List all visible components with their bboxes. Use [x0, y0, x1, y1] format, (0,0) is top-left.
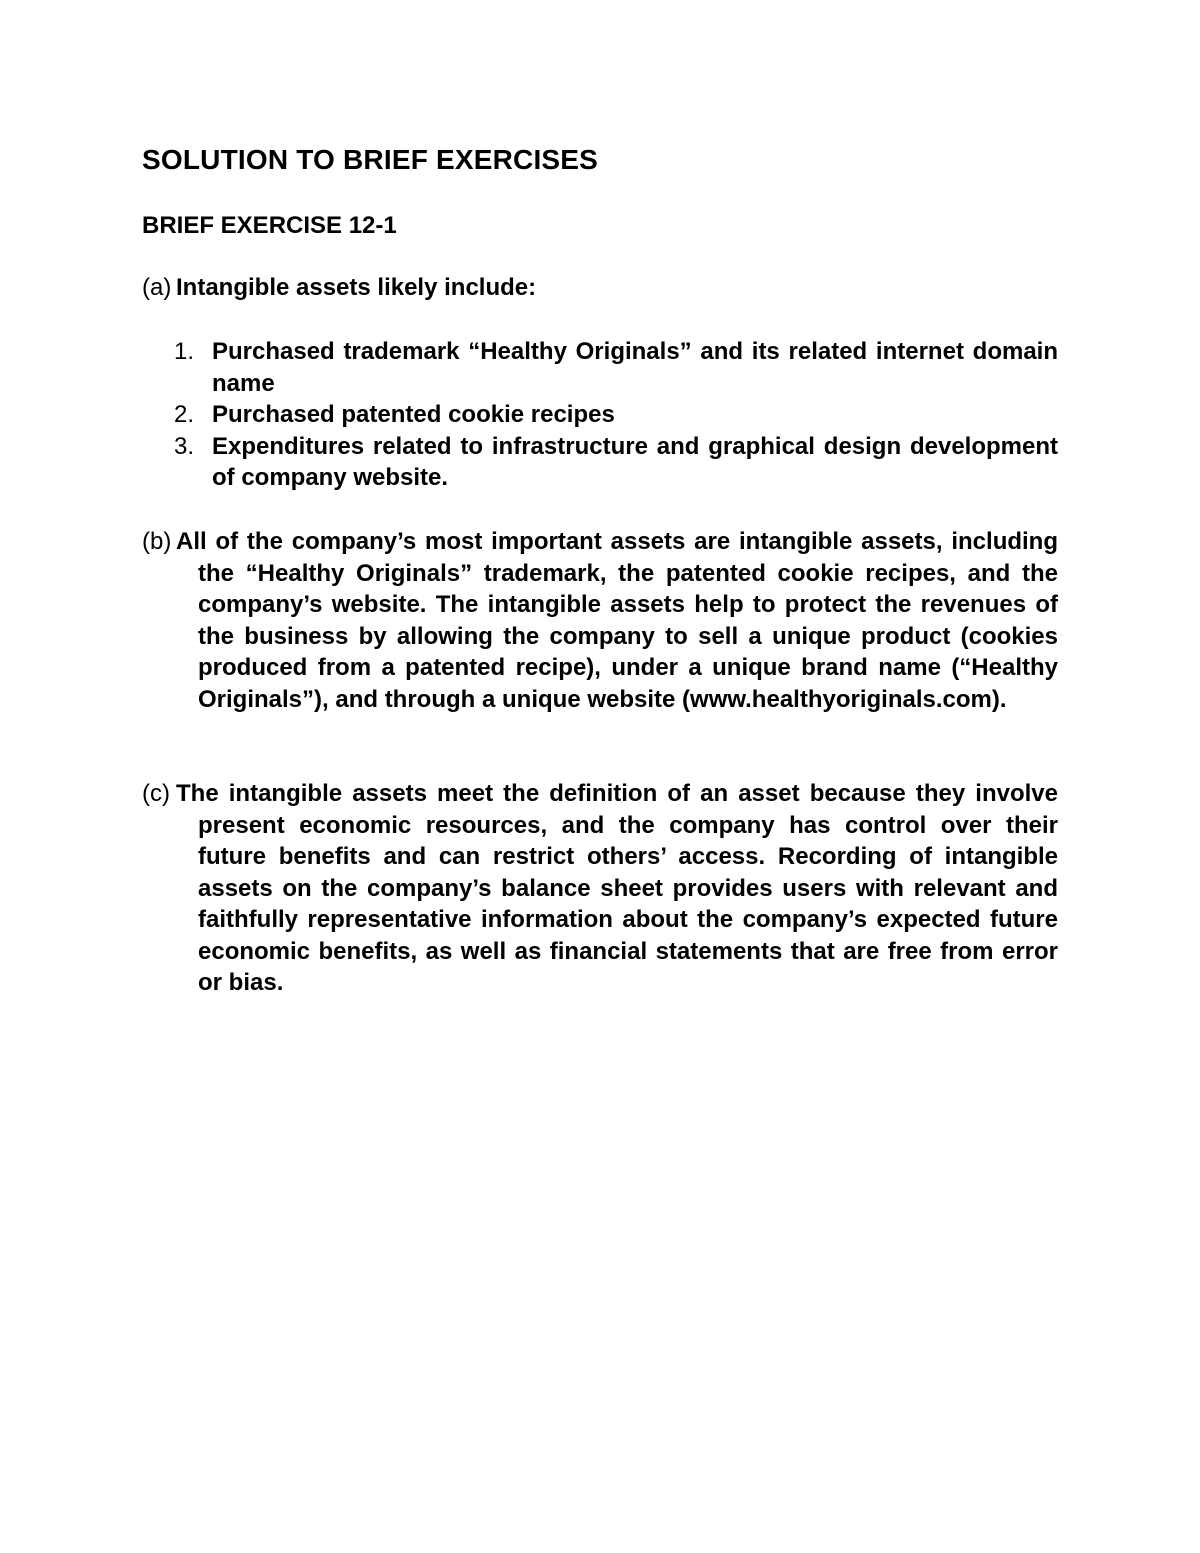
part-marker: (b): [142, 528, 172, 555]
part-b: [142, 526, 1058, 715]
page-title: SOLUTION TO BRIEF EXERCISES: [142, 144, 599, 175]
part-marker: (c): [142, 780, 170, 807]
part-text: The intangible assets meet the definition of an asset because they involve present economic resources, and the company has control over their future benefits and can restrict others’ access. Recording of intangible assets on the company’s balance sheet provides users with relevant and faithfully representative information about the company’s expected future economic benefits, as well as financial statements that are free from error or bias.: [176, 780, 1058, 996]
part-text: All of the company’s most important assets are intangible assets, including the “Healthy Originals” trademark, the patented cookie recipes, and the company’s website. The intangible assets help to protect the revenues of the business by allowing the company to sell a unique product (cookies produced from a patented recipe), under a unique brand name (“Healthy Originals”), and through a unique website (www.healthyoriginals.com).: [176, 528, 1058, 713]
part-a: [142, 272, 1058, 304]
list-item-number: 2.: [174, 401, 195, 428]
list-item-number: 1.: [174, 338, 195, 365]
list-item: [174, 336, 1058, 399]
list-item-number: 3.: [174, 432, 195, 460]
list-item: [174, 431, 1058, 494]
list-item-text: Purchased patented cookie recipes: [212, 401, 615, 428]
list-item-text: Expenditures related to infrastructure and graphical design development of company website.: [212, 432, 1058, 491]
part-text: Intangible assets likely include:: [176, 274, 537, 301]
exercise-heading: BRIEF EXERCISE 12-1: [142, 212, 397, 239]
part-marker: (a): [142, 274, 172, 301]
list-item: [174, 399, 1058, 431]
part-c: [142, 778, 1058, 999]
intangible-assets-list: [174, 336, 1058, 494]
list-item-text: Purchased trademark “Healthy Originals” and its related internet domain name: [212, 338, 1058, 397]
